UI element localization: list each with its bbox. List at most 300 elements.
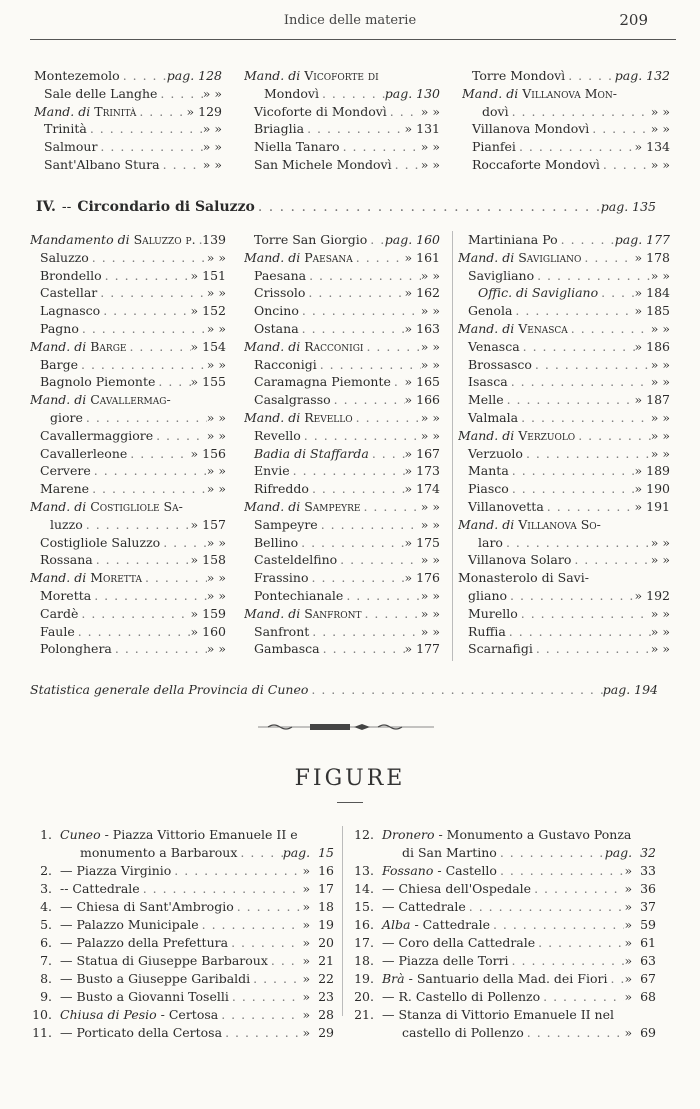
leader-dots — [504, 391, 635, 409]
figure-entry — [30, 862, 334, 880]
figure-entry — [30, 898, 334, 916]
figure-list-right — [352, 826, 656, 1042]
entry-name: Mand. di Racconigi — [244, 338, 364, 354]
entry-page-ref: » » — [420, 516, 440, 532]
figure-entry — [352, 898, 656, 916]
entry-name: Genola — [468, 303, 513, 319]
entry-page-ref: » » — [202, 121, 222, 137]
entry-name: Melle — [468, 392, 504, 408]
figure-entry — [352, 1024, 656, 1042]
entry-page-ref: » » — [420, 409, 440, 425]
leader-dots — [367, 231, 384, 249]
entry-name: Mand. di Costigliole Sa- — [30, 498, 183, 514]
index-entry — [458, 391, 670, 409]
figure-number: 6. — [40, 935, 52, 950]
figure-entry — [352, 988, 656, 1006]
entry-page-ref: » » — [420, 587, 440, 603]
leader-dots — [112, 640, 207, 658]
index-entry — [458, 445, 670, 463]
leader-dots — [466, 898, 625, 916]
leader-dots — [340, 138, 421, 156]
figure-page-ref: » 36 — [624, 881, 656, 896]
leader-dots — [509, 462, 635, 480]
page-number: 209 — [619, 11, 648, 29]
index-entry — [30, 267, 226, 285]
leader-dots — [518, 605, 651, 623]
entry-page-ref: » 159 — [190, 605, 226, 621]
entry-name: Pagno — [40, 320, 79, 336]
leader-dots — [598, 284, 634, 302]
index-entry — [458, 427, 670, 445]
figure-column-separator — [342, 826, 343, 1016]
index-entry — [30, 587, 226, 605]
figure-page-ref: » 18 — [302, 899, 334, 914]
entry-name: Mand. di Sampeyre — [244, 498, 361, 514]
leader-dots — [199, 916, 303, 934]
saluzzo-column-1 — [30, 231, 226, 658]
leader-dots — [78, 356, 207, 374]
entry-name: Villanovetta — [468, 498, 544, 514]
entry-name: Trinità — [44, 121, 87, 137]
figure-number: 10. — [32, 1007, 52, 1022]
leader-dots — [523, 445, 651, 463]
saluzzo-column-3 — [458, 231, 670, 658]
entry-name: Torre Mondovì — [472, 68, 566, 83]
entry-page-ref: » 161 — [404, 249, 440, 265]
leader-dots — [540, 988, 624, 1006]
entry-name: Mandamento di Saluzzo p. — [30, 232, 196, 247]
leader-dots — [229, 988, 303, 1006]
leader-dots — [600, 156, 651, 174]
index-entry — [458, 551, 670, 569]
figure-page-ref: » 29 — [302, 1025, 334, 1040]
leader-dots — [102, 267, 191, 285]
figure-entry — [30, 970, 334, 988]
leader-dots — [155, 373, 190, 391]
leader-dots — [290, 462, 405, 480]
leader-dots — [337, 551, 421, 569]
figure-caption: — R. Castello di Pollenzo — [382, 989, 541, 1004]
index-entry — [458, 480, 670, 498]
index-entry — [30, 427, 226, 445]
figure-page-ref: » 17 — [302, 881, 334, 896]
entry-page-ref: » 174 — [404, 481, 440, 497]
entry-name: Mand. di Verzuolo — [458, 427, 576, 443]
entry-page-ref: » 191 — [634, 498, 670, 514]
figure-number: 18. — [354, 953, 374, 968]
figure-page-ref: pag. 15 — [282, 845, 334, 860]
leader-dots — [309, 480, 405, 498]
entry-name: Mand. di Vicoforte di — [244, 68, 379, 83]
leader-dots — [306, 267, 421, 285]
entry-name: Cavallerleone — [40, 445, 128, 461]
entry-page-ref: » » — [206, 481, 226, 497]
index-entry — [34, 67, 222, 85]
figure-caption: - Castello — [437, 863, 497, 878]
figure-caption: — Piazza delle Torri — [382, 953, 509, 968]
entry-name: dovì — [482, 103, 509, 119]
entry-page-ref: » » — [206, 427, 226, 443]
entry-name: Ostana — [254, 320, 299, 336]
entry-name: Mand. di Trinità — [34, 103, 137, 119]
leader-dots — [571, 551, 650, 569]
entry-name: Oncino — [254, 303, 299, 319]
figure-entry — [352, 826, 656, 844]
leader-dots — [308, 682, 602, 697]
index-entry — [30, 534, 226, 552]
entry-page-ref: » » — [420, 427, 440, 443]
figure-page-ref: » 22 — [302, 971, 334, 986]
index-entry — [458, 605, 670, 623]
entry-name: laro — [478, 534, 503, 550]
entry-name: Monasterolo di Savi- — [458, 570, 589, 586]
index-entry — [244, 67, 440, 85]
top-index-column-2 — [244, 67, 440, 174]
entry-name: Villanova Mondovì — [472, 121, 590, 137]
leader-dots — [317, 356, 421, 374]
entry-page-ref: » 175 — [404, 534, 440, 550]
leader-dots — [136, 103, 186, 121]
section-page: pag. 135 — [600, 199, 656, 214]
figure-entry — [352, 862, 656, 880]
figure-number: 17. — [354, 935, 374, 950]
figure-caption: - Cattedrale — [414, 917, 490, 932]
entry-page-ref: » 160 — [190, 623, 226, 639]
figure-entry — [352, 916, 656, 934]
index-entry — [244, 120, 440, 138]
leader-dots — [93, 551, 191, 569]
leader-dots — [343, 587, 420, 605]
leader-dots — [97, 138, 202, 156]
entry-page-ref: » » — [206, 249, 226, 265]
entry-name: Barge — [40, 356, 79, 372]
index-entry — [244, 249, 440, 267]
entry-page-ref: pag. 160 — [384, 232, 440, 247]
figure-list-left — [30, 826, 334, 1042]
leader-dots — [222, 1024, 302, 1042]
entry-page-ref: » 131 — [404, 121, 440, 137]
figure-caption: - Santuario della Mad. dei Fiori — [408, 971, 608, 986]
entry-page-ref: » 129 — [186, 103, 222, 119]
entry-page-ref: » » — [420, 267, 440, 283]
figure-number: 1. — [40, 827, 52, 842]
figure-number: 3. — [40, 881, 52, 896]
index-entry — [244, 85, 440, 103]
entry-name: Mand. di Barge — [30, 338, 127, 354]
leader-dots — [309, 569, 405, 587]
index-entry — [462, 138, 670, 156]
leader-dots — [160, 156, 203, 174]
entry-name: Pianfei — [472, 139, 516, 155]
leader-dots — [228, 934, 302, 952]
index-entry — [458, 338, 670, 356]
leader-dots — [360, 498, 420, 516]
leader-dots — [516, 138, 635, 156]
index-entry — [458, 516, 670, 534]
entry-page-ref: » » — [206, 356, 226, 372]
entry-name: Cavallermaggiore — [40, 427, 154, 443]
entry-name: Casalgrasso — [254, 392, 331, 408]
figure-caption: monumento a Barbaroux — [80, 845, 238, 860]
entry-name: luzzo — [50, 516, 83, 532]
leader-dots — [363, 338, 420, 356]
leader-dots — [255, 199, 601, 215]
index-entry — [462, 103, 670, 121]
index-entry — [30, 605, 226, 623]
entry-page-ref: » » — [206, 463, 226, 479]
leader-dots — [568, 320, 651, 338]
leader-dots — [507, 587, 634, 605]
entry-name: Savigliano — [468, 267, 535, 283]
index-entry — [462, 120, 670, 138]
statistica-page: pag. 194 — [602, 682, 658, 697]
entry-name: Caramagna Piemonte — [254, 374, 391, 390]
index-entry — [30, 284, 226, 302]
index-entry — [244, 427, 440, 445]
figure-page-ref: » 33 — [624, 863, 656, 878]
column-separator — [452, 231, 453, 661]
leader-dots — [497, 862, 625, 880]
figure-section-title: FIGURE — [294, 766, 406, 791]
figure-caption: — Chiesa di Sant'Ambrogio — [60, 899, 234, 914]
entry-name: Isasca — [468, 374, 508, 390]
index-entry — [458, 356, 670, 374]
leader-dots — [299, 302, 421, 320]
leader-dots — [140, 880, 303, 898]
title-underline — [337, 802, 363, 803]
index-entry — [34, 103, 222, 121]
index-entry — [244, 445, 440, 463]
figure-entry — [352, 970, 656, 988]
leader-dots — [171, 862, 302, 880]
entry-page-ref: » 185 — [634, 303, 670, 319]
index-entry — [30, 373, 226, 391]
leader-dots — [83, 516, 191, 534]
index-entry — [244, 231, 440, 249]
entry-page-ref: » » — [202, 85, 222, 101]
figure-place: Chiusa di Pesio — [60, 1007, 157, 1022]
entry-name: San Michele Mondovì — [254, 156, 392, 172]
figure-entry — [352, 952, 656, 970]
leader-dots — [160, 534, 207, 552]
leader-dots — [512, 302, 634, 320]
figure-caption: — Busto a Giovanni Toselli — [60, 989, 229, 1004]
leader-dots — [234, 898, 303, 916]
figure-entry — [30, 988, 334, 1006]
entry-page-ref: » » — [206, 409, 226, 425]
leader-dots — [575, 427, 651, 445]
entry-page-ref: » » — [420, 605, 440, 621]
figure-place: Fossano — [382, 863, 434, 878]
entry-name: Sant'Albano Stura — [44, 156, 160, 172]
entry-name: Lagnasco — [40, 303, 101, 319]
leader-dots — [268, 952, 303, 970]
entry-page-ref: » 190 — [634, 481, 670, 497]
entry-page-ref: » » — [420, 156, 440, 172]
entry-page-ref: » 152 — [190, 303, 226, 319]
leader-dots — [153, 427, 207, 445]
figure-number: 2. — [40, 863, 52, 878]
leader-dots — [100, 302, 190, 320]
index-entry — [30, 445, 226, 463]
entry-page-ref: » 192 — [634, 587, 670, 603]
figure-number: 12. — [354, 827, 374, 842]
figure-page-ref: » 67 — [624, 971, 656, 986]
index-entry — [30, 356, 226, 374]
entry-name: gliano — [468, 587, 508, 603]
figure-page-ref: » 23 — [302, 989, 334, 1004]
entry-name: Rossana — [40, 552, 93, 568]
entry-name: Verzuolo — [468, 445, 523, 461]
entry-name: Torre San Giorgio — [254, 232, 368, 247]
index-entry — [30, 409, 226, 427]
index-entry — [462, 67, 670, 85]
leader-dots — [78, 605, 190, 623]
figure-caption: — Statua di Giuseppe Barbaroux — [60, 953, 268, 968]
leader-dots — [544, 498, 635, 516]
entry-page-ref: » » — [650, 121, 670, 137]
figure-caption: — Busto a Giuseppe Garibaldi — [60, 971, 251, 986]
entry-name: Cardè — [40, 605, 79, 621]
figure-entry — [30, 934, 334, 952]
entry-page-ref: pag. 132 — [614, 68, 670, 83]
top-index-block — [34, 67, 670, 177]
figure-caption: — Stanza di Vittorio Emanuele II nel — [382, 1007, 614, 1022]
figure-entry — [30, 844, 334, 862]
leader-dots — [524, 1024, 625, 1042]
leader-dots — [127, 445, 190, 463]
index-entry — [458, 320, 670, 338]
index-entry — [244, 156, 440, 174]
entry-name: Faule — [40, 623, 75, 639]
leader-dots — [75, 623, 191, 641]
top-index-column-3 — [462, 67, 670, 174]
entry-page-ref: » » — [420, 552, 440, 568]
entry-page-ref: » 165 — [404, 374, 440, 390]
entry-name: Frassino — [254, 570, 309, 586]
index-entry — [462, 85, 670, 103]
index-entry — [30, 249, 226, 267]
leader-dots — [353, 409, 421, 427]
entry-name: Brossasco — [468, 356, 532, 372]
entry-page-ref: » 155 — [190, 374, 226, 390]
entry-name: Crissolo — [254, 285, 306, 301]
leader-dots — [518, 409, 651, 427]
index-entry — [458, 267, 670, 285]
leader-dots — [126, 338, 190, 356]
leader-dots — [534, 267, 651, 285]
figure-entry — [30, 880, 334, 898]
leader-dots — [607, 970, 624, 988]
leader-dots — [387, 103, 421, 121]
leader-dots — [91, 587, 207, 605]
leader-dots — [89, 480, 207, 498]
index-entry — [458, 284, 670, 302]
figure-page-ref: » 63 — [624, 953, 656, 968]
figure-entry — [30, 826, 334, 844]
index-entry — [34, 138, 222, 156]
index-entry — [244, 138, 440, 156]
index-entry — [244, 302, 440, 320]
entry-page-ref: » » — [650, 320, 670, 336]
entry-name: Racconigi — [254, 356, 317, 372]
entry-page-ref: » » — [206, 285, 226, 301]
leader-dots — [589, 120, 650, 138]
entry-name: Roccaforte Mondovì — [472, 156, 600, 172]
entry-page-ref: » » — [206, 320, 226, 336]
index-entry — [244, 409, 440, 427]
leader-dots — [318, 516, 421, 534]
index-entry — [244, 480, 440, 498]
leader-dots — [237, 844, 282, 862]
entry-name: Offic. di Savigliano — [478, 285, 599, 301]
index-entry — [462, 156, 670, 174]
entry-page-ref: pag. 177 — [614, 232, 670, 247]
entry-name: Mand. di Cavallermag- — [30, 392, 171, 408]
leader-dots — [353, 249, 405, 267]
index-entry — [30, 516, 226, 534]
leader-dots — [218, 1006, 302, 1024]
entry-name: Piasco — [468, 481, 509, 497]
leader-dots — [305, 284, 404, 302]
entry-page-ref: » 166 — [404, 392, 440, 408]
figure-entry — [30, 952, 334, 970]
entry-name: Montezemolo — [34, 68, 120, 83]
leader-dots — [142, 569, 207, 587]
section-dash: -- — [61, 199, 72, 215]
leader-dots — [497, 844, 605, 862]
index-entry — [30, 462, 226, 480]
entry-name: Polonghera — [40, 641, 112, 657]
entry-page-ref: pag. 128 — [166, 68, 222, 83]
leader-dots — [299, 320, 405, 338]
index-entry — [458, 231, 670, 249]
header-rule — [30, 39, 676, 40]
index-entry — [458, 498, 670, 516]
index-entry — [30, 551, 226, 569]
figure-entry — [30, 1024, 334, 1042]
entry-page-ref: » » — [420, 139, 440, 155]
entry-name: Mand. di Moretta — [30, 570, 142, 586]
entry-name: Sale delle Langhe — [44, 85, 158, 101]
index-entry — [34, 120, 222, 138]
figure-caption: — Cattedrale — [382, 899, 466, 914]
figure-page-ref: » 69 — [624, 1025, 656, 1040]
entry-name: Manta — [468, 463, 509, 479]
entry-page-ref: » » — [206, 587, 226, 603]
leader-dots — [391, 373, 405, 391]
entry-page-ref: » » — [650, 641, 670, 657]
index-entry — [458, 587, 670, 605]
entry-page-ref: » » — [202, 156, 222, 172]
figure-number: 14. — [354, 881, 374, 896]
index-entry — [458, 249, 670, 267]
index-entry — [244, 320, 440, 338]
section-number: IV. — [36, 199, 56, 215]
figure-place: Cuneo — [60, 827, 101, 842]
index-entry — [244, 623, 440, 641]
leader-dots — [392, 156, 421, 174]
figure-place: Alba — [382, 917, 411, 932]
entry-page-ref: » » — [206, 641, 226, 657]
entry-page-ref: » 189 — [634, 463, 670, 479]
figure-number: 9. — [40, 989, 52, 1004]
entry-name: Mand. di Villanova So- — [458, 516, 601, 532]
figure-page-ref: » 21 — [302, 953, 334, 968]
entry-page-ref: » 186 — [634, 338, 670, 354]
entry-page-ref: » 163 — [404, 320, 440, 336]
entry-page-ref: » 154 — [190, 338, 226, 354]
